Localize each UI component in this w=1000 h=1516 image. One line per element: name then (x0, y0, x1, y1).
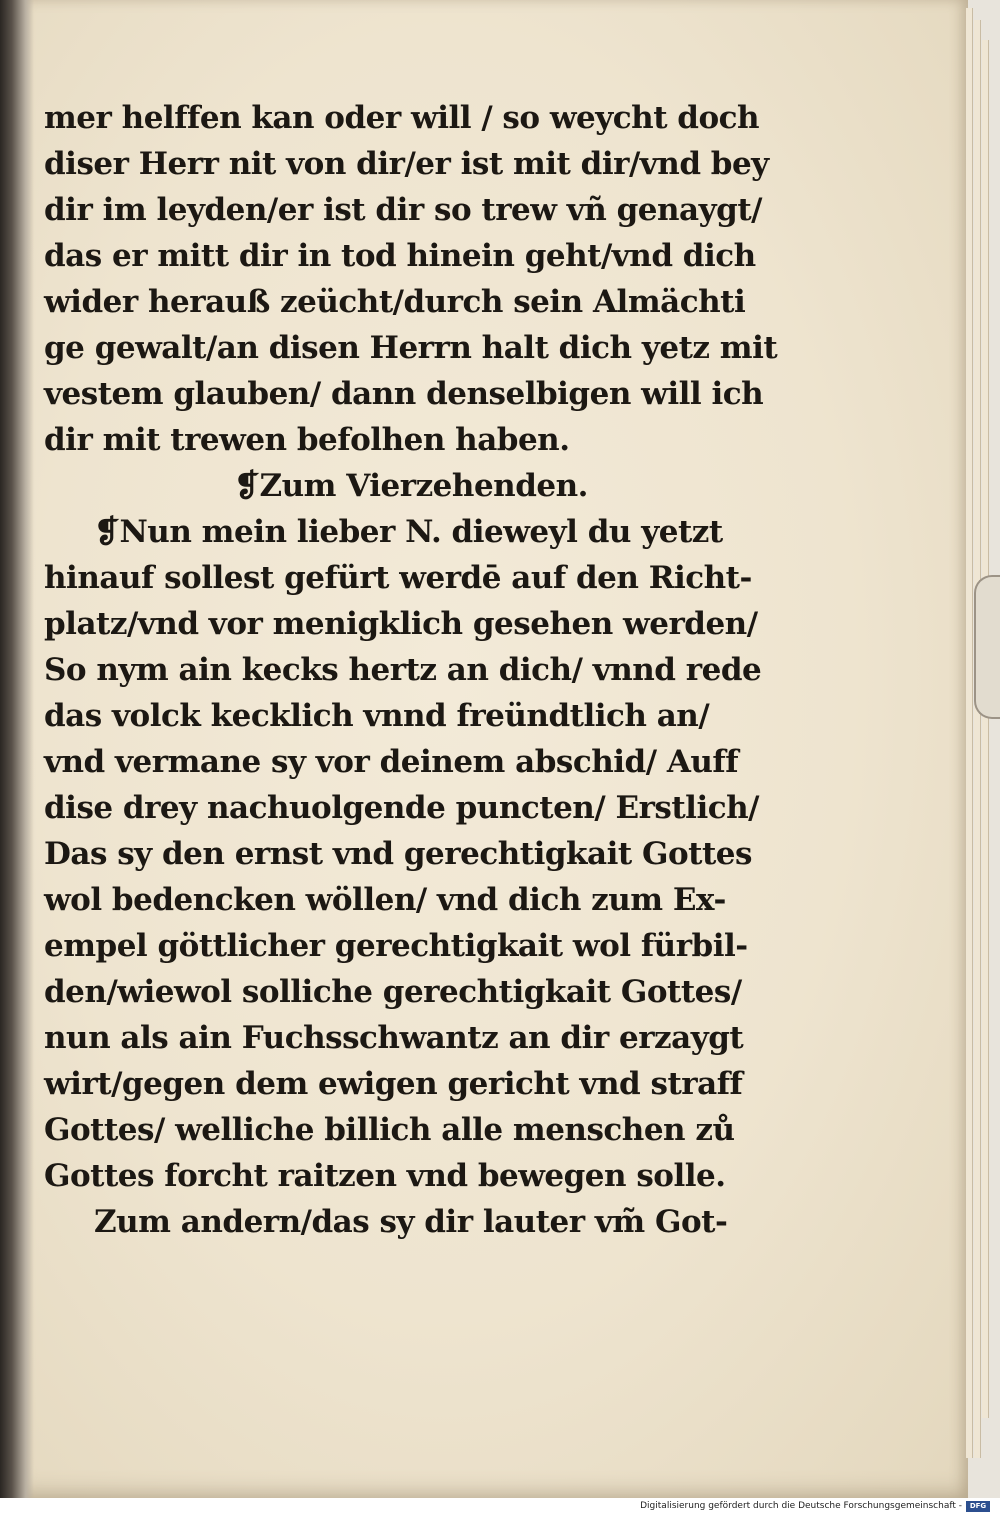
dfg-logo: DFG (966, 1501, 990, 1512)
digitization-footer (0, 1498, 1000, 1516)
text-line: ❡Nun mein lieber N. dieweyl du yetzt (94, 514, 723, 550)
text-line: empel göttlicher gerechtigkait wol fürbil- (44, 928, 748, 964)
text-line: Zum andern/das sy dir lauter vm̃ Got- (94, 1204, 728, 1240)
footer-credit: Digitalisierung gefördert durch die Deutsche Forschungsgemeinschaft - (640, 1501, 962, 1511)
text-line: wirt/gegen dem ewigen gericht vnd straff (44, 1066, 743, 1102)
page-edge (974, 20, 981, 1458)
text-line: ge gewalt/an disen Herrn halt dich yetz mit (44, 330, 778, 366)
section-heading: ❡Zum Vierzehenden. (234, 468, 588, 504)
text-line: platz/vnd vor menigklich gesehen werden/ (44, 606, 758, 642)
text-line: dir im leyden/er ist dir so trew vñ genaygt/ (44, 192, 762, 228)
text-line: wol bedencken wöllen/ vnd dich zum Ex- (44, 882, 726, 918)
text-line: dise drey nachuolgende puncten/ Erstlich/ (44, 790, 759, 826)
page-edge (982, 40, 989, 1418)
text-line: dir mit trewen befolhen haben. (44, 422, 570, 458)
binding-shadow (0, 0, 34, 1498)
text-line: das volck kecklich vnnd freündtlich an/ (44, 698, 710, 734)
blackletter-text-block (44, 95, 804, 1245)
text-line: das er mitt dir in tod hinein geht/vnd dich (44, 238, 756, 274)
text-line: Das sy den ernst vnd gerechtigkait Gottes (44, 836, 752, 872)
text-line: nun als ain Fuchsschwantz an dir erzaygt (44, 1020, 744, 1056)
text-line: vestem glauben/ dann denselbigen will ich (44, 376, 764, 412)
text-line: So nym ain kecks hertz an dich/ vnnd rede (44, 652, 762, 688)
page-edge (966, 8, 973, 1458)
text-line: vnd vermane sy vor deinem abschid/ Auff (44, 744, 739, 780)
text-line: Gottes forcht raitzen vnd bewegen solle. (44, 1158, 726, 1194)
page-tab-marker (974, 575, 1000, 719)
text-line: Gottes/ welliche billich alle menschen zů (44, 1112, 735, 1148)
text-line: hinauf sollest gefürt werdē auf den Richt- (44, 560, 752, 596)
text-line: diser Herr nit von dir/er ist mit dir/vnd bey (44, 146, 769, 182)
text-line: den/wiewol solliche gerechtigkait Gottes/ (44, 974, 742, 1010)
text-line: wider herauß zeücht/durch sein Almächti (44, 284, 746, 320)
text-line: mer helffen kan oder will / so weycht doch (44, 100, 760, 136)
